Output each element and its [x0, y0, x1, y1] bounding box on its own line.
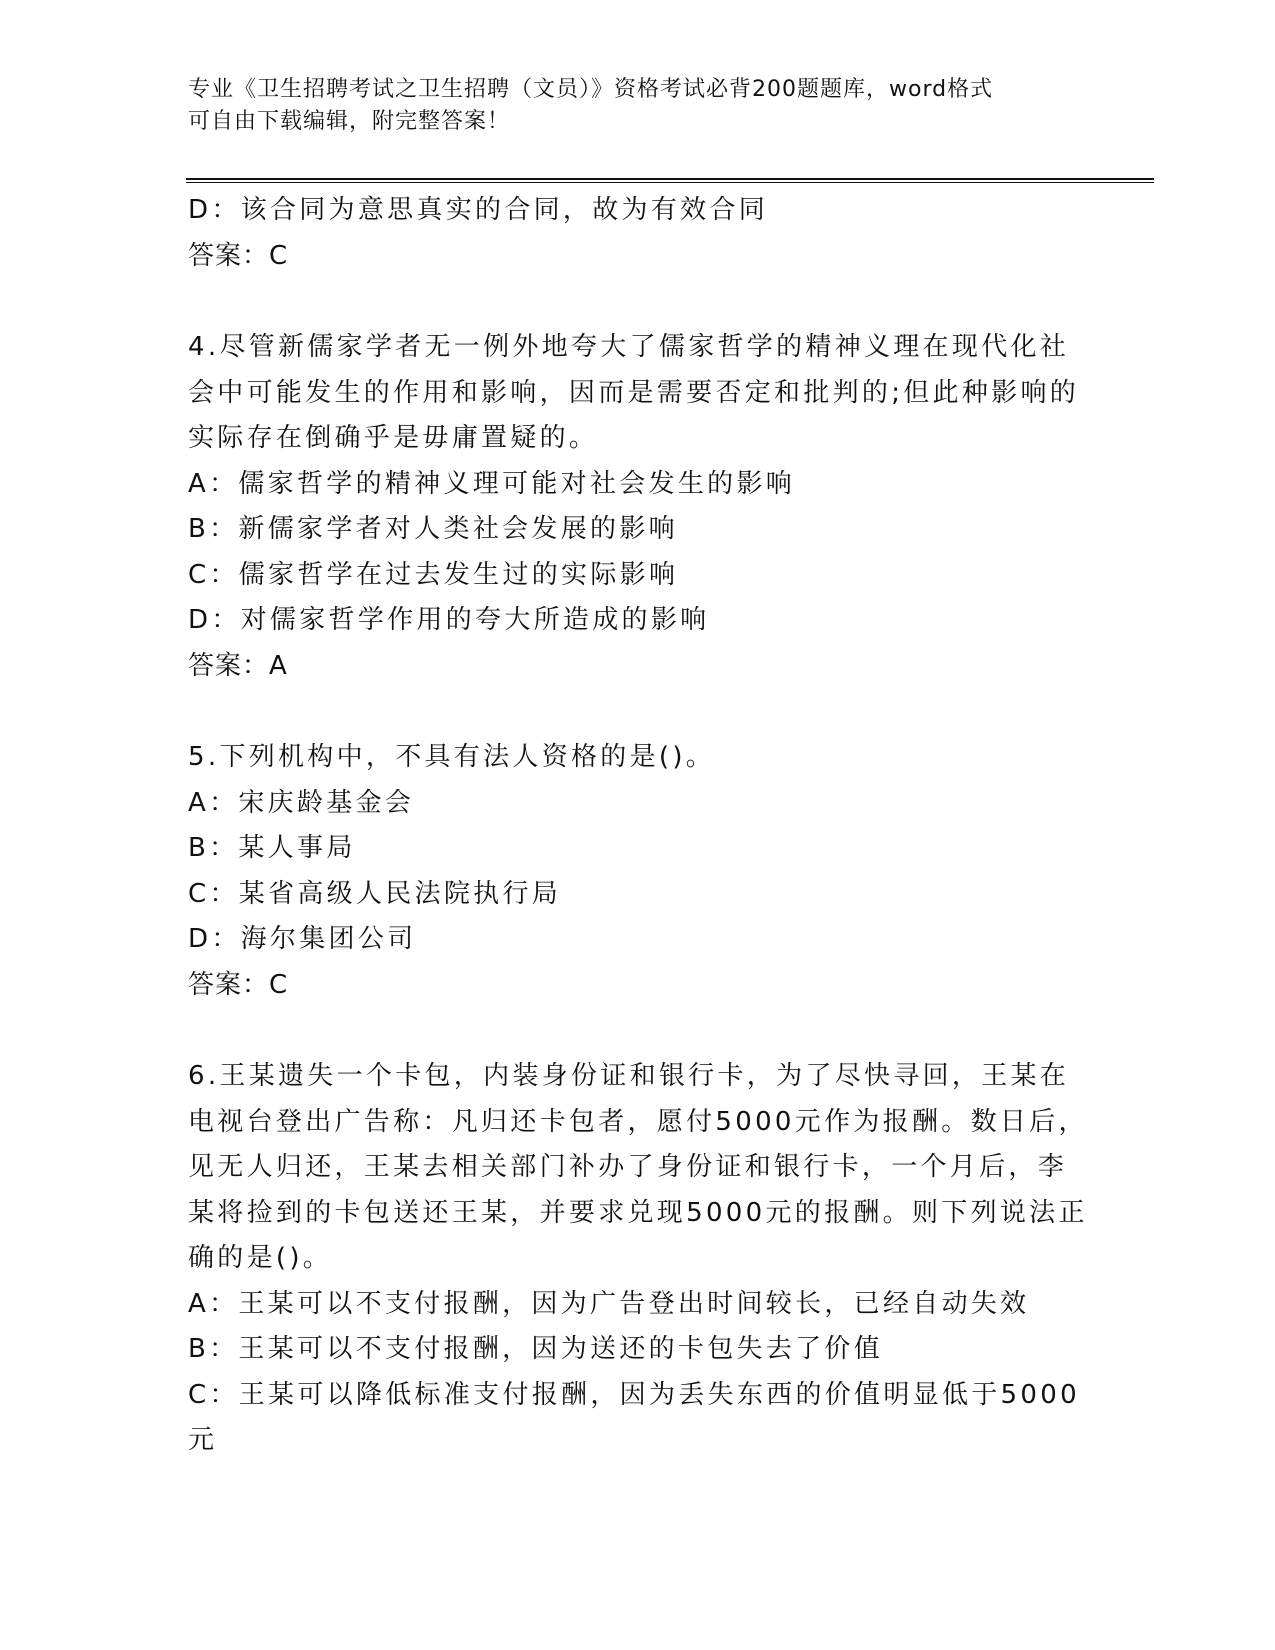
header-divider: [186, 178, 1154, 180]
option-c: C：儒家哲学在过去发生过的实际影响: [188, 559, 679, 590]
option-a: A：王某可以不支付报酬，因为广告登出时间较长，已经自动失效: [188, 1288, 1030, 1319]
question-4: [188, 325, 1088, 689]
question-stem-line: 4.尽管新儒家学者无一例外地夸大了儒家哲学的精神义理在现代化社: [188, 332, 1070, 362]
option-a: A：儒家哲学的精神义理可能对社会发生的影响: [188, 468, 796, 499]
answer-line: 答案：C: [188, 969, 289, 1000]
option-b: B：新儒家学者对人类社会发展的影响: [188, 514, 678, 544]
question-5: [188, 735, 1088, 1008]
header-divider-thin: [186, 182, 1154, 183]
question-stem-line: 电视台登出广告称：凡归还卡包者，愿付5000元作为报酬。数日后，: [188, 1106, 1088, 1137]
option-a: A：宋庆龄基金会: [188, 787, 415, 818]
question-stem-line: 见无人归还，王某去相关部门补办了身份证和银行卡，一个月后，李: [188, 1152, 1068, 1182]
question-stem-line: 实际存在倒确乎是毋庸置疑的。: [188, 423, 599, 453]
spacer: [188, 279, 1088, 325]
option-d: D：海尔集团公司: [188, 924, 417, 954]
question-3-tail: [188, 188, 1088, 279]
option-c: C：王某可以降低标准支付报酬，因为丢失东西的价值明显低于5000: [188, 1379, 1080, 1410]
option-b: B：某人事局: [188, 833, 356, 863]
question-6: [188, 1054, 1088, 1464]
question-stem-line: 确的是()。: [188, 1243, 333, 1273]
spacer: [188, 1008, 1088, 1054]
question-stem-line: 会中可能发生的作用和影响，因而是需要否定和批判的;但此种影响的: [188, 377, 1080, 408]
answer-line: 答案：A: [188, 650, 288, 681]
header-title-line-2: 可自由下载编辑，附完整答案！: [188, 109, 511, 134]
question-stem-line: 某将捡到的卡包送还王某，并要求兑现5000元的报酬。则下列说法正: [188, 1197, 1088, 1228]
option-c: C：某省高级人民法院执行局: [188, 878, 562, 909]
question-stem-line: 6.王某遗失一个卡包，内装身份证和银行卡，为了尽快寻回，王某在: [188, 1061, 1070, 1091]
option-c-continued: 元: [188, 1425, 218, 1455]
question-stem-line: 5.下列机构中，不具有法人资格的是()。: [188, 742, 716, 772]
option-b: B：王某可以不支付报酬，因为送还的卡包失去了价值: [188, 1334, 884, 1364]
header-title-line-1: 专业《卫生招聘考试之卫生招聘（文员）》资格考试必背200题题库，word格式: [188, 77, 994, 102]
answer-line: 答案：C: [188, 240, 289, 271]
document-body: [188, 188, 1088, 1464]
option-d: D：该合同为意思真实的合同，故为有效合同: [188, 195, 769, 225]
option-d: D：对儒家哲学作用的夸大所造成的影响: [188, 605, 710, 635]
spacer: [188, 689, 1088, 735]
document-header: [188, 74, 1068, 138]
